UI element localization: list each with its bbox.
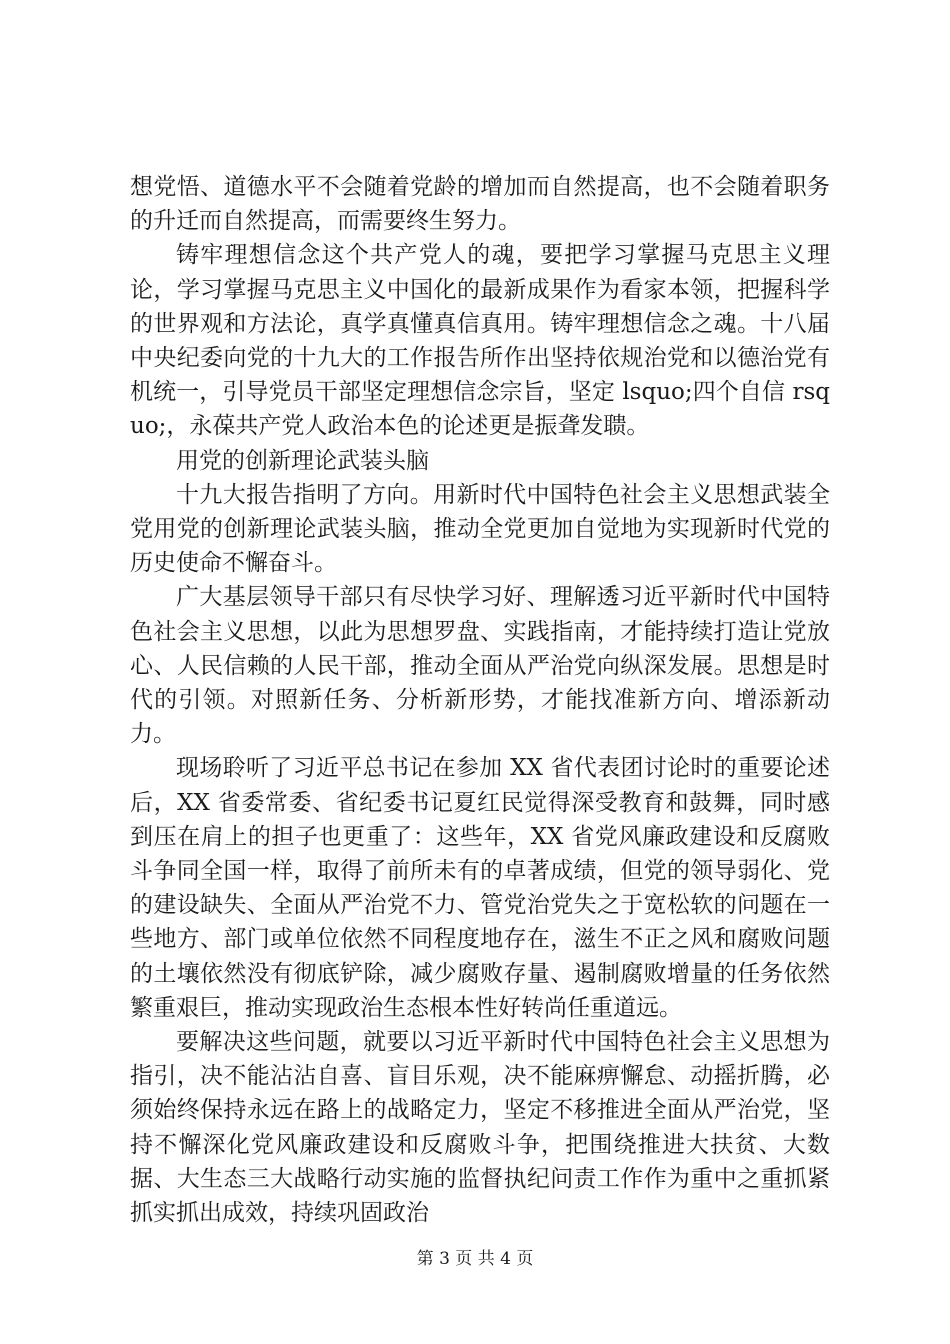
paragraph-grassroots-leaders: 广大基层领导干部只有尽快学习好、理解透习近平新时代中国特色社会主义思想，以此为思想罗盘、实践指南，才能持续打造让党放心、人民信赖的人民干部，推动全面从严治党向纵深发展。思想是时代的引领。对照新任务、分析新形势，才能找准新方向、增添新动力。: [130, 584, 830, 748]
document-body: [130, 170, 830, 1230]
paragraph-report-direction: 十九大报告指明了方向。用新时代中国特色社会主义思想武装全党用党的创新理论武装头脑，推动全党更加自觉地为实现新时代党的历史使命不懈奋斗。: [130, 481, 830, 577]
paragraph-solving-problems: 要解决这些问题，就要以习近平新时代中国特色社会主义思想为指引，决不能沾沾自喜、盲目乐观，决不能麻痹懈怠、动摇折腾，必须始终保持永远在路上的战略定力，坚定不移推进全面从严治党，坚持不懈深化党风廉政建设和反腐败斗争，把围绕推进大扶贫、大数据、大生态三大战略行动实施的监督执纪问责工作作为重中之重抓紧抓实抓出成效，持续巩固政治: [130, 1029, 830, 1227]
section-heading: 用党的创新理论武装头脑: [176, 447, 429, 474]
page-footer: 第 3 页 共 4 页: [416, 1249, 534, 1269]
paragraph-continuation: 想党悟、道德水平不会随着党龄的增加而自然提高，也不会随着职务的升迁而自然提高，而需要终生努力。: [130, 174, 830, 235]
paragraph-on-site-listening: 现场聆听了习近平总书记在参加 XX 省代表团讨论时的重要论述后，XX 省委常委、省纪委书记夏红民觉得深受教育和鼓舞，同时感到压在肩上的担子也更重了：这些年，XX 省党风廉政建设和反腐败斗争同全国一样，取得了前所未有的卓著成绩，但党的领导弱化、党的建设缺失、全面从严治党不力、管党治党失之于宽松软的问题在一些地方、部门或单位依然不同程度地存在，滋生不正之风和腐败问题的土壤依然没有彻底铲除，减少腐败存量、遏制腐败增量的任务依然繁重艰巨，推动实现政治生态根本性好转尚任重道远。: [130, 755, 830, 1021]
paragraph-ideals-belief: 铸牢理想信念这个共产党人的魂，要把学习掌握马克思主义理论，学习掌握马克思主义中国化的最新成果作为看家本领，把握科学的世界观和方法论，真学真懂真信真用。铸牢理想信念之魂。十八届中央纪委向党的十九大的工作报告所作出坚持依规治党和以德治党有机统一，引导党员干部坚定理想信念宗旨，坚定 lsquo;四个自信 rsquo;，永葆共产党人政治本色的论述更是振聋发聩。: [130, 242, 830, 440]
